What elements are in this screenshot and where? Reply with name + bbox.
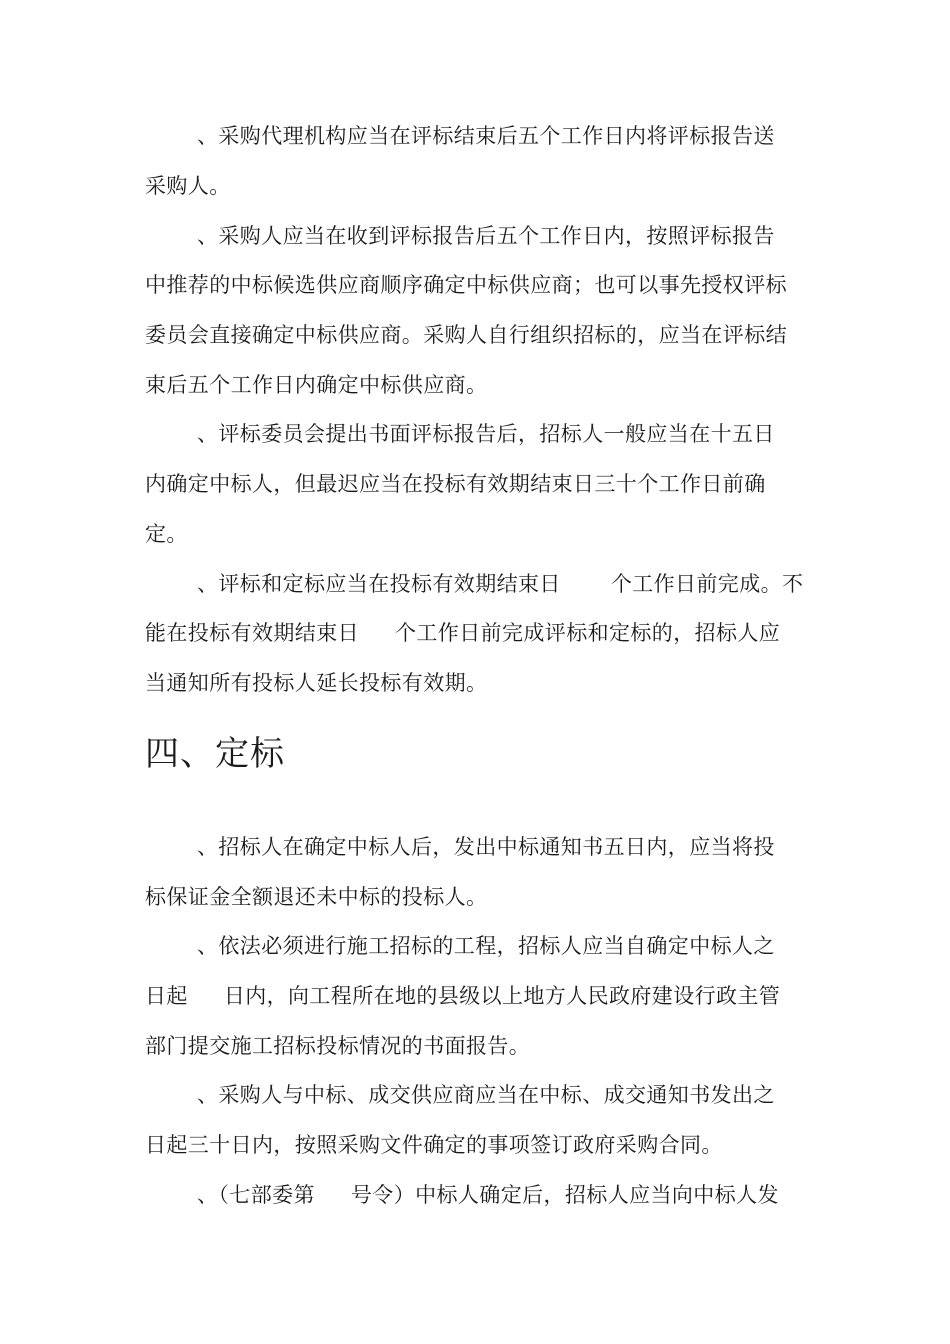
section-heading: 四、定标 [145, 734, 285, 774]
line-segment: 日内，向工程所在地的县级以上地方人民政府建设行政主管 [223, 984, 781, 1008]
paragraph-line: 、采购人应当在收到评标报告后五个工作日内，按照评标报告 [197, 224, 775, 248]
paragraph-line: 内确定中标人，但最迟应当在投标有效期结束日三十个工作日前确 [145, 472, 766, 496]
paragraph-line [197, 571, 803, 597]
paragraph-line: 采购人。 [145, 174, 231, 198]
paragraph-line: 标保证金全额退还未中标的投标人。 [145, 885, 488, 909]
line-segment: 日起 [145, 984, 188, 1008]
paragraph-line: 束后五个工作日内确定中标供应商。 [145, 373, 488, 397]
paragraph-line: 、评标委员会提出书面评标报告后，招标人一般应当在十五日 [197, 422, 775, 446]
paragraph-line: 、采购代理机构应当在评标结束后五个工作日内将评标报告送 [197, 124, 775, 148]
line-segment: 、评标和定标应当在投标有效期结束日 [197, 572, 561, 596]
paragraph-line: 定。 [145, 522, 188, 546]
line-segment: 、（七部委第 [197, 1183, 315, 1207]
line-segment: 个工作日前完成评标和定标的，招标人应 [395, 621, 781, 645]
paragraph-line: 委员会直接确定中标供应商。采购人自行组织招标的，应当在评标结 [145, 323, 787, 347]
paragraph-line [197, 1182, 779, 1208]
paragraph-line: 中推荐的中标候选供应商顺序确定中标供应商；也可以事先授权评标 [145, 273, 787, 297]
line-segment: 号令）中标人确定后，招标人应当向中标人发 [350, 1183, 779, 1207]
line-segment: 个工作日前完成。不 [610, 572, 804, 596]
paragraph-line: 、采购人与中标、成交供应商应当在中标、成交通知书发出之 [197, 1083, 775, 1107]
paragraph-line: 、招标人在确定中标人后，发出中标通知书五日内，应当将投 [197, 835, 775, 859]
paragraph-line: 、依法必须进行施工招标的工程，招标人应当自确定中标人之 [197, 934, 775, 958]
paragraph-line: 日起三十日内，按照采购文件确定的事项签订政府采购合同。 [145, 1133, 723, 1157]
paragraph-line: 部门提交施工招标投标情况的书面报告。 [145, 1034, 531, 1058]
paragraph-line: 当通知所有投标人延长投标有效期。 [145, 671, 488, 695]
paragraph-line [145, 983, 780, 1009]
paragraph-line [145, 620, 780, 646]
line-segment: 能在投标有效期结束日 [145, 621, 359, 645]
